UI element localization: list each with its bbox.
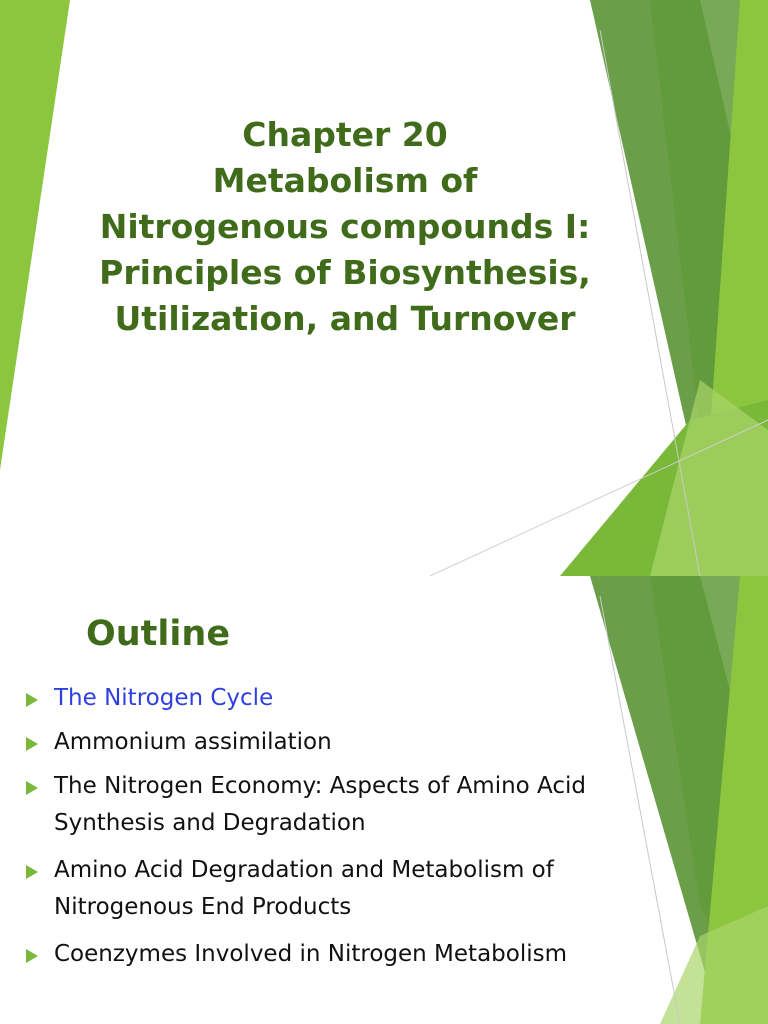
triangle-right-bullet-icon bbox=[26, 737, 38, 751]
bullet-item[interactable] bbox=[24, 680, 624, 717]
outline-heading: Outline bbox=[86, 614, 231, 654]
triangle-right-bullet-icon bbox=[26, 693, 38, 707]
triangle-right-bullet-icon bbox=[26, 865, 38, 879]
bullet-item bbox=[24, 852, 624, 926]
bullet-text: Nitrogenous End Products bbox=[54, 894, 352, 920]
title-line: Chapter 20 bbox=[242, 115, 448, 154]
bullet-link-text[interactable]: The Nitrogen Cycle bbox=[54, 685, 274, 711]
bullet-item bbox=[24, 724, 624, 761]
title-line: Nitrogenous compounds I: bbox=[99, 207, 591, 246]
triangle-right-bullet-icon bbox=[26, 781, 38, 795]
title-line: Metabolism of bbox=[212, 161, 478, 200]
bullet-text: The Nitrogen Economy: Aspects of Amino Acid bbox=[54, 773, 587, 799]
bullet-text: Coenzymes Involved in Nitrogen Metabolism bbox=[54, 941, 567, 967]
outline-slide bbox=[0, 576, 768, 1024]
bullet-item bbox=[24, 936, 624, 973]
bullet-text: Amino Acid Degradation and Metabolism of bbox=[54, 857, 554, 883]
outline-list bbox=[24, 680, 624, 973]
title-line: Utilization, and Turnover bbox=[114, 299, 576, 338]
bullet-text: Ammonium assimilation bbox=[54, 729, 332, 755]
bullet-text: Synthesis and Degradation bbox=[54, 810, 366, 836]
bullet-item bbox=[24, 768, 624, 842]
slide-title bbox=[60, 112, 630, 342]
title-line: Principles of Biosynthesis, bbox=[99, 253, 591, 292]
triangle-right-bullet-icon bbox=[26, 949, 38, 963]
